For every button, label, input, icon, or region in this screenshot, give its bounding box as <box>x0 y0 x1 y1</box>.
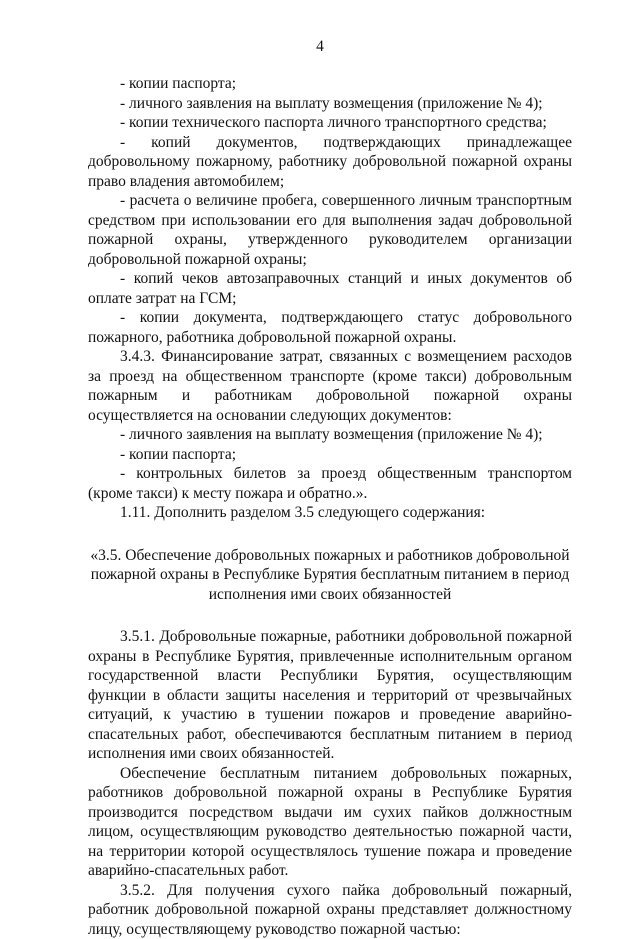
list-item-passport-copy: - копии паспорта; <box>88 74 572 94</box>
paragraph-3-5-1: 3.5.1. Добровольные пожарные, работники добровольной пожарной охраны в Республике Бурятия, привлеченные исполнительным органом государственной власти Республики Бурятия, осуществляющим функции в области защиты населения и территорий от чрезвычайных ситуаций, к участию в тушении пожаров и проведение аварийно-спасательных работ, обеспечиваются бесплатным питанием в период исполнения ими своих обязанностей. <box>88 627 572 764</box>
list-item-reimbursement-application-2: - личного заявления на выплату возмещения (приложение № 4); <box>88 425 572 445</box>
list-item-status-document: - копии документа, подтверждающего статус добровольного пожарного, работника добровольной пожарной охраны. <box>88 308 572 347</box>
paragraph-1-11: 1.11. Дополнить разделом 3.5 следующего содержания: <box>88 503 572 523</box>
paragraph-free-meals: Обеспечение бесплатным питанием добровольных пожарных, работников добровольной пожарной охраны в Республике Бурятия производится посредством выдачи им сухих пайков должностным лицом, осуществляющим руководство деятельностью пожарной части, на территории которой осуществлялось тушение пожара и проведение аварийно-спасательных работ. <box>88 764 572 881</box>
section-heading-3-5: «3.5. Обеспечение добровольных пожарных и работников добровольной пожарной охраны в Республике Бурятия бесплатным питанием в период исполнения ими своих обязанностей <box>88 546 572 605</box>
paragraph-3-5-2: 3.5.2. Для получения сухого пайка добровольный пожарный, работник добровольной пожарной охраны представляет должностному лицу, осуществляющему руководство пожарной частью: <box>88 881 572 939</box>
list-item-passport-copy-2: - копии паспорта; <box>88 445 572 465</box>
list-item-ownership-documents: - копий документов, подтверждающих принадлежащее добровольному пожарному, работнику добровольной пожарной охраны право владения автомобилем; <box>88 133 572 192</box>
list-item-mileage-calculation: - расчета о величине пробега, совершенного личным транспортным средством при использовании его для выполнения задач добровольной пожарной охраны, утвержденного руководителем организации добровольной пожарной охраны; <box>88 191 572 269</box>
list-item-fuel-receipts: - копий чеков автозаправочных станций и иных документов об оплате затрат на ГСМ; <box>88 269 572 308</box>
list-item-transport-tickets: - контрольных билетов за проезд общественным транспортом (кроме такси) к месту пожара и обратно.». <box>88 464 572 503</box>
paragraph-3-4-3: 3.4.3. Финансирование затрат, связанных с возмещением расходов за проезд на общественном транспорте (кроме такси) добровольным пожарным и работникам добровольной пожарной охраны осуществляется на основании следующих документов: <box>88 347 572 425</box>
document-body <box>88 74 572 939</box>
list-item-vehicle-passport-copy: - копии технического паспорта личного транспортного средства; <box>88 113 572 133</box>
page-number: 4 <box>0 37 640 57</box>
list-item-reimbursement-application: - личного заявления на выплату возмещения (приложение № 4); <box>88 94 572 114</box>
